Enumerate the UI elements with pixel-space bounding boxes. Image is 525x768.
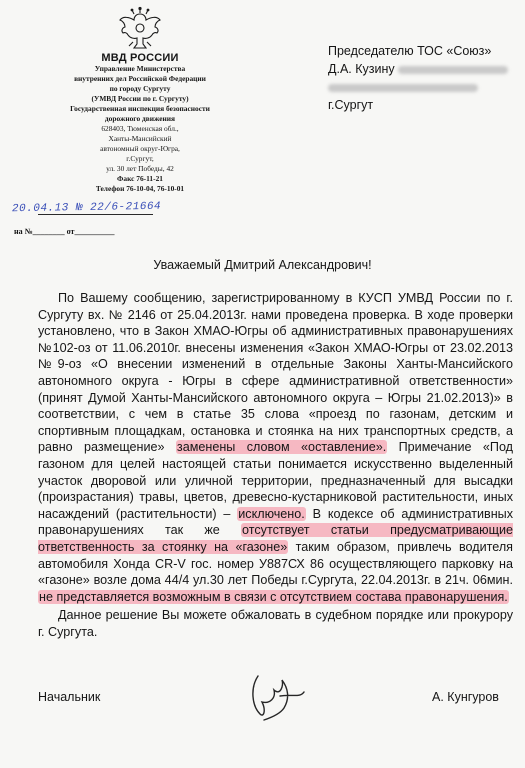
redacted-text	[398, 66, 508, 74]
signatory-name: А. Кунгуров	[432, 690, 499, 704]
salutation: Уважаемый Дмитрий Александрович!	[153, 258, 372, 272]
org-line: внутренних дел Российской Федерации	[74, 74, 206, 83]
phone-line: Телефон 76-10-04, 76-10-01	[95, 184, 185, 193]
address-line: автономный округ-Югра,	[100, 144, 180, 153]
org-line: по городу Сургуту	[109, 84, 171, 93]
org-line: Государственная инспекция безопасности	[70, 104, 210, 113]
highlighted-text: заменены словом «оставление».	[176, 440, 387, 455]
paragraph: Данное решение Вы можете обжаловать в судебном порядке или прокурору г. Сургута.	[38, 608, 513, 639]
address-line: г.Сургут,	[126, 154, 154, 163]
addressee-line: Председателю ТОС «Союз»	[328, 44, 492, 58]
addressee-line: г.Сургут	[328, 98, 374, 112]
org-line: Управление Министерства	[94, 64, 186, 73]
signatory-title: Начальник	[38, 690, 101, 704]
redacted-text	[328, 84, 478, 92]
addressee-line: Д.А. Кузину	[328, 60, 508, 78]
letter-body	[38, 290, 513, 640]
reference-line: на №________ от__________	[14, 227, 115, 236]
highlighted-text: исключено.	[238, 506, 305, 521]
addressee-line	[328, 78, 508, 96]
registration-stamp: 20.04.13 № 22/6-21664	[11, 200, 162, 216]
highlighted-text: не представляется возможным в связи с отсутствием состава правонарушения.	[39, 589, 508, 604]
handwritten-signature	[240, 668, 310, 728]
double-headed-eagle-emblem-icon	[117, 6, 163, 52]
org-title: МВД РОССИИ	[101, 52, 179, 64]
highlighted-text: отсутствует статьи предусматривающие ответственность за стоянку на «газоне»	[38, 523, 514, 554]
org-line: (УМВД России по г. Сургуту)	[91, 94, 189, 103]
address-line: 628403, Тюменская обл.,	[101, 124, 179, 133]
stamp-underline	[38, 214, 153, 215]
org-line: дорожного движения	[104, 114, 176, 123]
address-line: ул. 30 лет Победы, 42	[106, 164, 174, 173]
paragraph: По Вашему сообщению, зарегистрированному в КУСП УМВД России по г. Сургуту вх. № 2146 от 25.04.2013г. нами проведена проверка. В ходе проверки установлено, что в Закон ХМАО-Югры об административных правонарушениях №102-оз от 11.06.2010г. внесены изменения «Закон ХМАО-Югры от 23.02.2013 №9-оз «О внесении изменений в отдельные Законы Ханты-Мансийского автономного округа - Югры в сфере административной ответственности» (принят Думой Ханты-Мансийского автономного округа – Югры 21.02.2013)» в соответствии, с чем в статье 35 слова «проезд по газонам, детским и спортивным площадкам, остановка и стоянка на них транспортных средств, а равно размещение» заменены словом «оставление». Примечание «Под газоном для целей настоящей статьи понимается искусственно выделенный участок дворовой или уличной территории, предназначенный для высадки (произрастания) травы, цветов, древесно-кустарниковой растительности, иных насаждений (растительности) – исключено. В кодексе об административных правонарушениях так же отсутствует статьи предусматривающие ответственность за стоянку на «газоне» таким образом, привлечь водителя автомобиля Хонда CR-V гос. номер У887СХ 86 осуществляющего парковку на «газоне» возле дома 44/4 ул.30 лет Победы г.Сургута, 22.04.2013г. в 21ч. 06мин. не представляется возможным в связи с отсутствием состава правонарушения.	[38, 291, 514, 604]
addressee-block	[328, 42, 508, 114]
letterhead	[20, 6, 260, 194]
fax-line: Факс 76-11-21	[117, 174, 163, 183]
address-line: Ханты-Мансийский	[108, 134, 172, 143]
